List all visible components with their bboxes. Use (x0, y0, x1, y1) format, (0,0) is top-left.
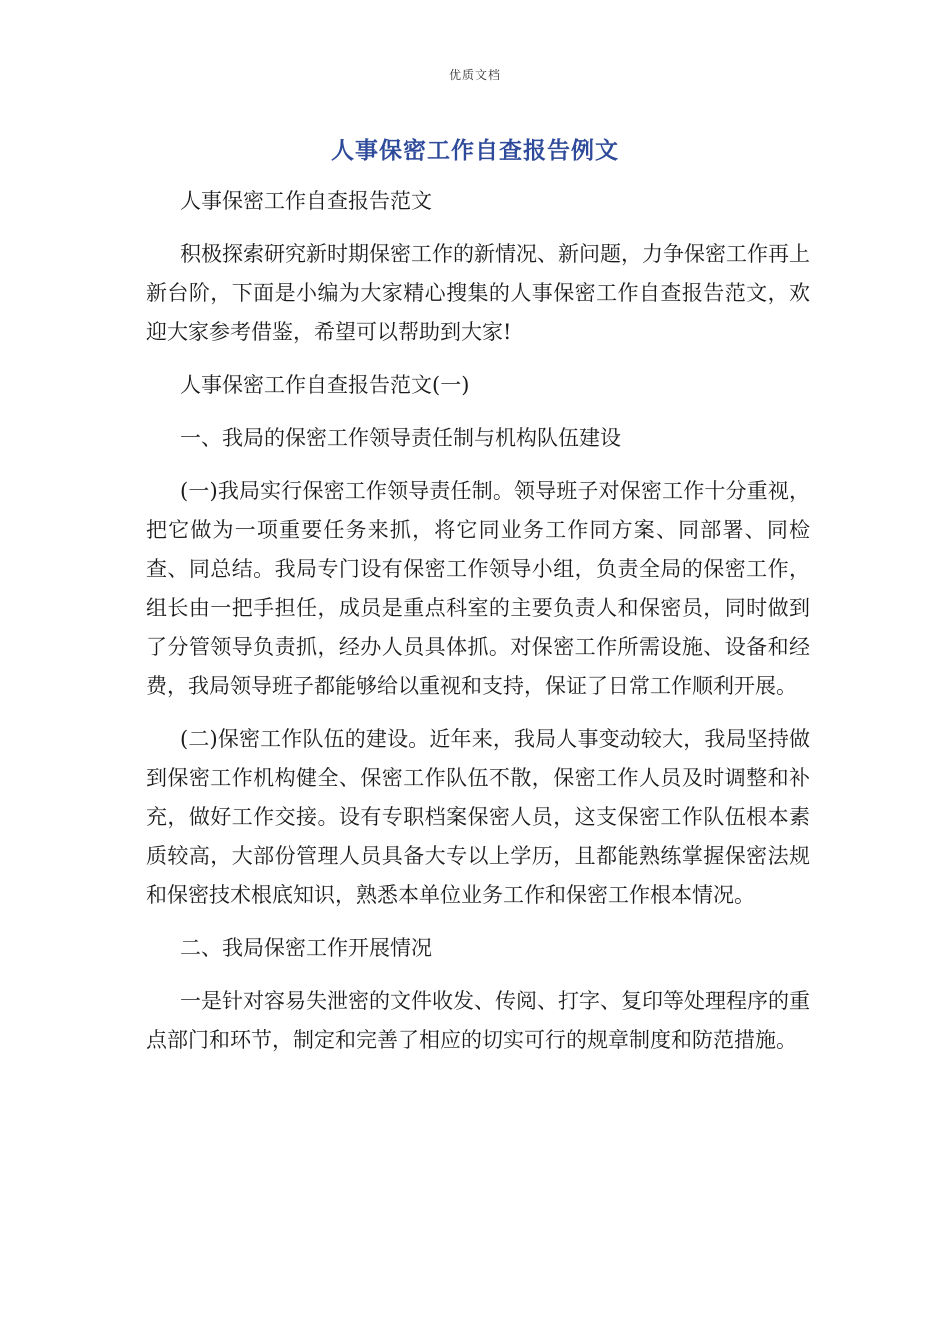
paragraph: 一是针对容易失泄密的文件收发、传阅、打字、复印等处理程序的重点部门和环节，制定和完善了相应的切实可行的规章制度和防范措施。 (146, 989, 810, 1052)
paragraph: (二)保密工作队伍的建设。近年来，我局人事变动较大，我局坚持做到保密工作机构健全、保密工作队伍不散，保密工作人员及时调整和补充，做好工作交接。设有专职档案保密人员，这支保密工作队伍根本素质较高，大部份管理人员具备大专以上学历，且都能熟练掌握保密法规和保密技术根底知识，熟悉本单位业务工作和保密工作根本情况。 (146, 727, 810, 907)
paragraph: 二、我局保密工作开展情况 (180, 936, 432, 960)
paragraph: 人事保密工作自查报告范文 (180, 189, 432, 213)
document-title: 人事保密工作自查报告例文 (331, 138, 619, 164)
paragraph: 人事保密工作自查报告范文(一) (180, 373, 470, 397)
page-header: 优质文档 (448, 68, 501, 82)
paragraph: 积极探索研究新时期保密工作的新情况、新问题，力争保密工作再上新台阶，下面是小编为大家精心搜集的人事保密工作自查报告范文，欢迎大家参考借鉴，希望可以帮助到大家! (146, 242, 810, 344)
paragraph: (一)我局实行保密工作领导责任制。领导班子对保密工作十分重视，把它做为一项重要任务来抓，将它同业务工作同方案、同部署、同检查、同总结。我局专门设有保密工作领导小组，负责全局的保密工作，组长由一把手担任，成员是重点科室的主要负责人和保密员，同时做到了分管领导负责抓，经办人员具体抓。对保密工作所需设施、设备和经费，我局领导班子都能够给以重视和支持，保证了日常工作顺利开展。 (146, 479, 810, 698)
document-body (146, 182, 810, 1074)
paragraph: 一、我局的保密工作领导责任制与机构队伍建设 (180, 426, 621, 450)
